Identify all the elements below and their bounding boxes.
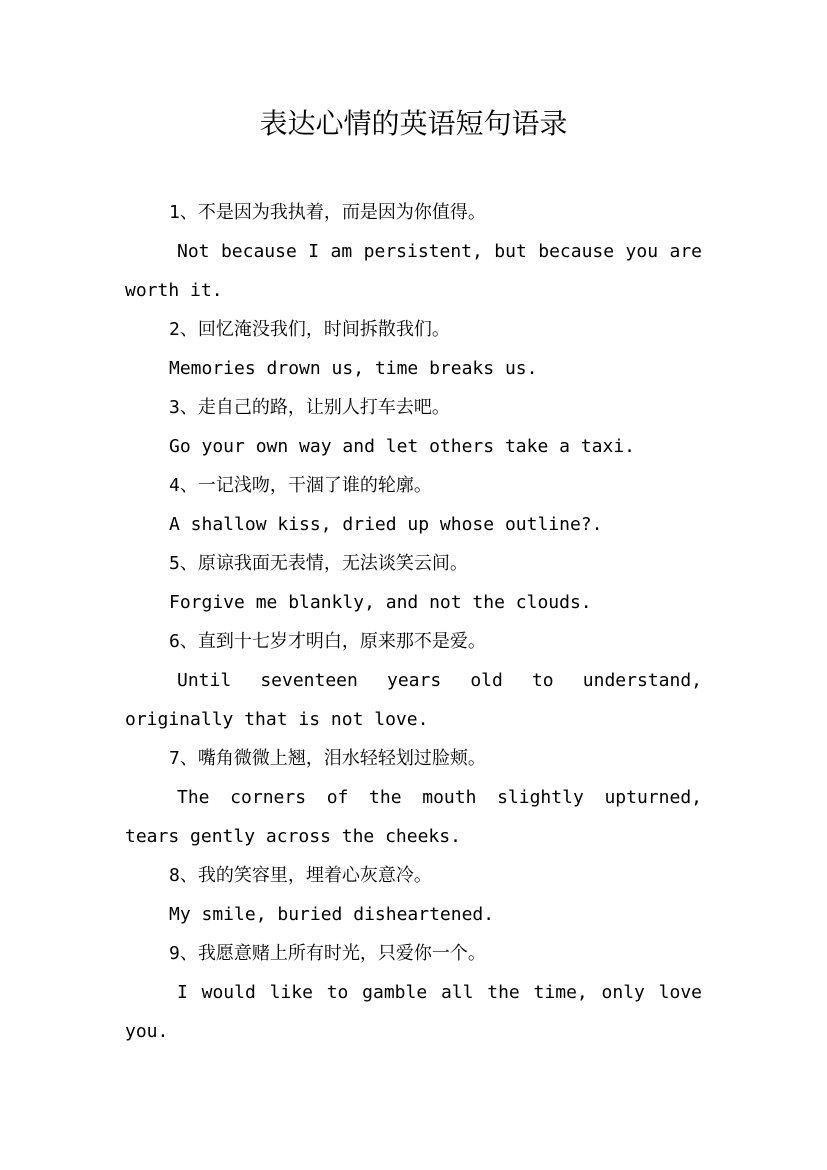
entry-3-chinese: 3、走自己的路，让别人打车去吧。	[169, 397, 450, 418]
entry-4-chinese: 4、一记浅吻，干涸了谁的轮廓。	[169, 475, 432, 496]
entry-8-english: My smile, buried disheartened.	[169, 904, 495, 925]
entry-2-chinese: 2、回忆淹没我们，时间拆散我们。	[169, 319, 450, 340]
entry-6-english: Until seventeen years old to understand, originally that is not love.	[125, 670, 702, 730]
entry-6-chinese: 6、直到十七岁才明白，原来那不是爱。	[169, 631, 486, 652]
entry-9-chinese: 9、我愿意赌上所有时光，只爱你一个。	[169, 943, 486, 964]
entry-4-english: A shallow kiss, dried up whose outline?.	[169, 514, 603, 535]
entry-1-english: Not because I am persistent, but because you are worth it.	[125, 241, 702, 301]
entry-5-chinese: 5、原谅我面无表情，无法谈笑云间。	[169, 553, 468, 574]
entry-9-english: I would like to gamble all the time, only love you.	[125, 982, 702, 1042]
entry-5-english: Forgive me blankly, and not the clouds.	[169, 592, 592, 613]
entry-3-english: Go your own way and let others take a taxi.	[169, 436, 635, 457]
entry-1-chinese: 1、不是因为我执着，而是因为你值得。	[169, 202, 486, 223]
entry-7-english: The corners of the mouth slightly upturned, tears gently across the cheeks.	[125, 787, 702, 847]
entry-8-chinese: 8、我的笑容里，埋着心灰意冷。	[169, 865, 432, 886]
entry-7-chinese: 7、嘴角微微上翘，泪水轻轻划过脸颊。	[169, 748, 486, 769]
document-title: 表达心情的英语短句语录	[259, 107, 568, 140]
entry-2-english: Memories drown us, time breaks us.	[169, 358, 538, 379]
document-body	[125, 193, 702, 1051]
